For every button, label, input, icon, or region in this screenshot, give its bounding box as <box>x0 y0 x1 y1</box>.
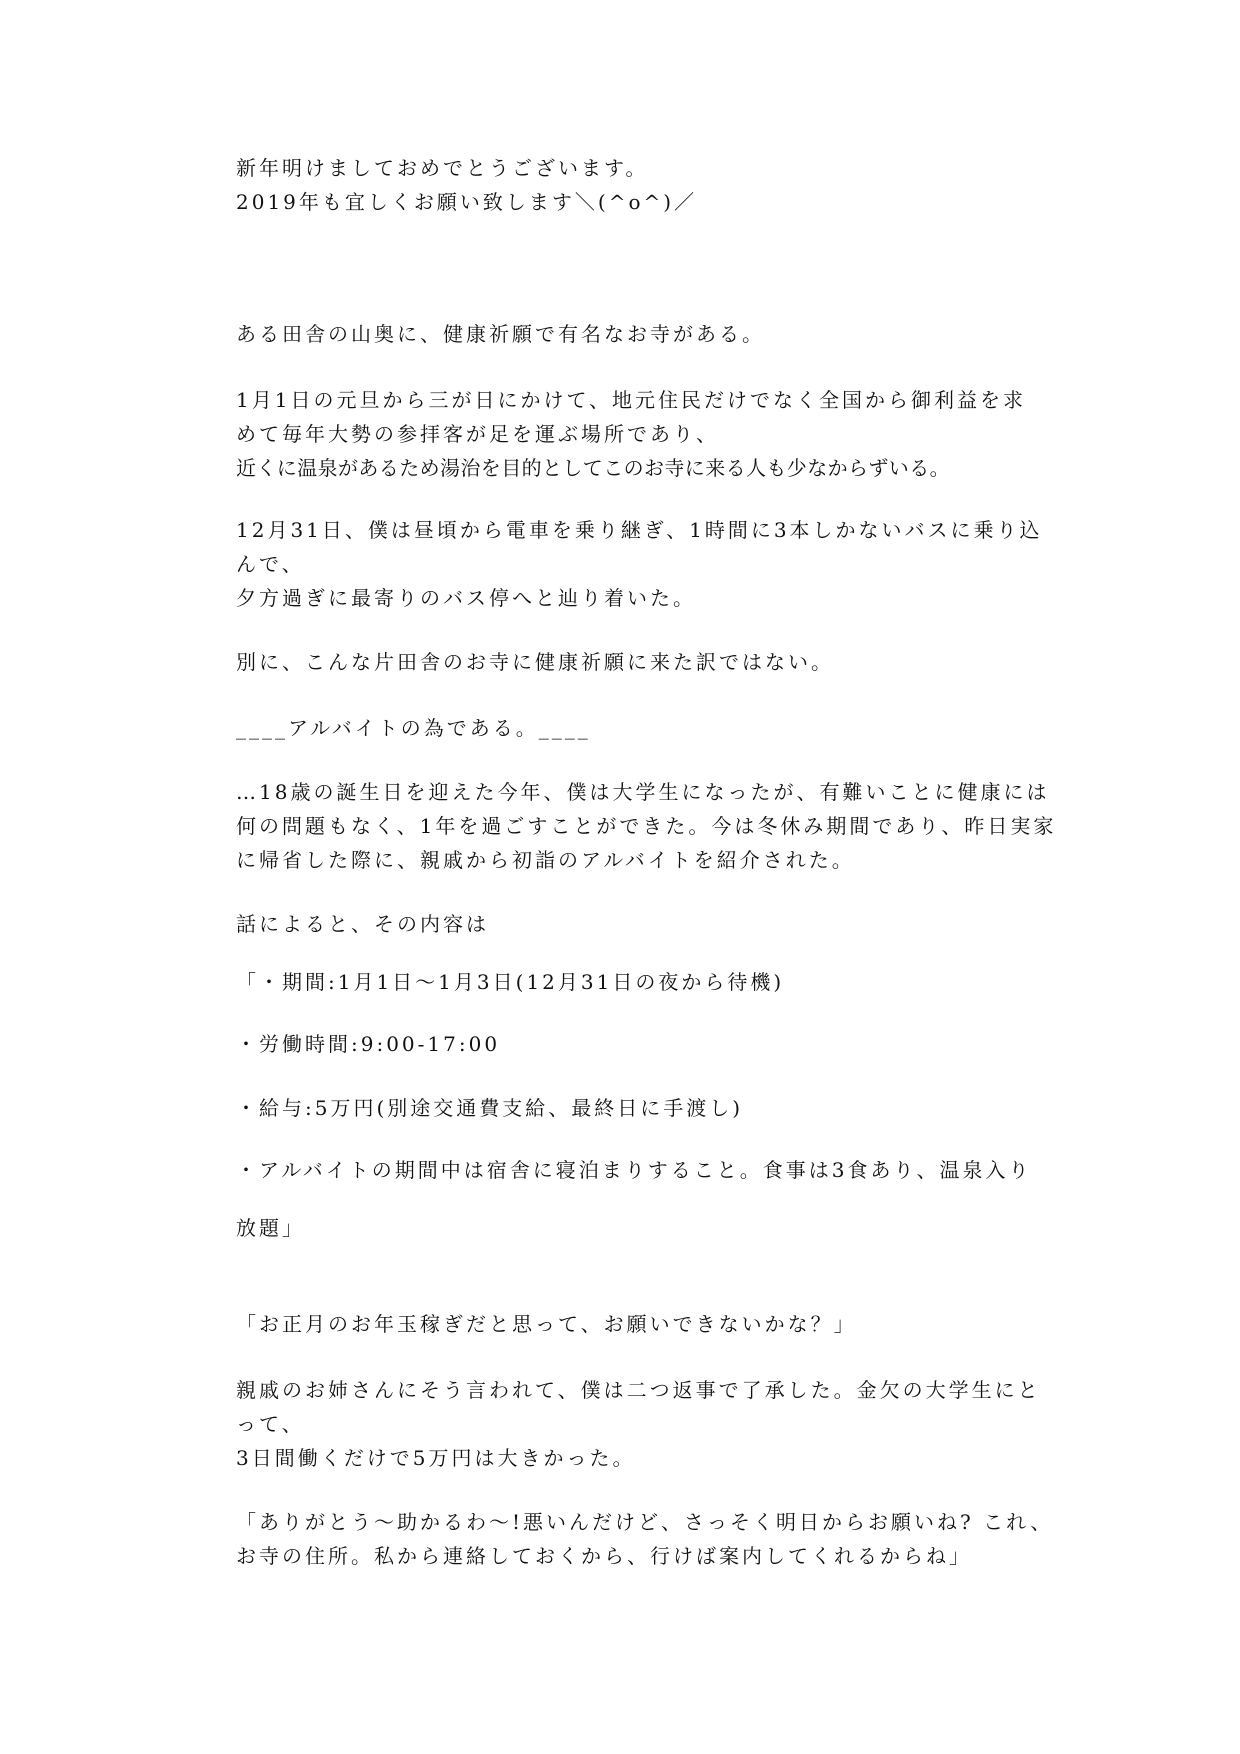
greeting-line: 2019年も宜しくお願い致します＼(^o^)／ <box>236 190 698 214</box>
paragraph-line: 夕方過ぎに最寄りのバス停へと辿り着いた。 <box>236 586 696 610</box>
paragraph-line: 別に、こんな片田舎のお寺に健康祈願に来た訳ではない。 <box>236 650 834 674</box>
paragraph-line: ある田舎の山奥に、健康祈願で有名なお寺がある。 <box>236 322 765 346</box>
paragraph-line: ____アルバイトの為である。____ <box>236 716 591 740</box>
list-item: ・アルバイトの期間中は宿舎に寝泊まりすること。食事は3食あり、温泉入り <box>236 1158 1032 1182</box>
dialogue-line: 「ありがとう〜助かるわ〜!悪いんだけど、さっそく明日からお願いね? これ、 <box>236 1510 1054 1534</box>
paragraph-line: 近くに温泉があるため湯治を目的としてこのお寺に来る人も少なからずいる。 <box>236 456 950 480</box>
list-item: 「・期間:1月1日〜1月3日(12月31日の夜から待機) <box>236 970 785 994</box>
list-item: ・労働時間:9:00-17:00 <box>236 1032 501 1056</box>
paragraph-line: めて毎年大勢の参拝客が足を運ぶ場所であり、 <box>236 422 719 446</box>
paragraph-line: …18歳の誕生日を迎えた今年、僕は大学生になったが、有難いことに健康には <box>236 780 1050 804</box>
paragraph-line: 1月1日の元旦から三が日にかけて、地元住民だけでなく全国から御利益を求 <box>236 388 1027 412</box>
paragraph-line: 話によると、その内容は <box>236 912 489 936</box>
paragraph-line: に帰省した際に、親戚から初詣のアルバイトを紹介された。 <box>236 848 855 872</box>
paragraph-line: 何の問題もなく、1年を過ごすことができた。今は冬休み期間であり、昨日実家 <box>236 814 1057 838</box>
list-item: 放題」 <box>236 1216 305 1240</box>
paragraph-line: 12月31日、僕は昼頃から電車を乗り継ぎ、1時間に3本しかないバスに乗り込 <box>236 518 1043 542</box>
dialogue-line: お寺の住所。私から連絡しておくから、行けば案内してくれるからね」 <box>236 1544 972 1568</box>
greeting-line: 新年明けましておめでとうございます。 <box>236 156 649 180</box>
paragraph-line: 3日間働くだけで5万円は大きかった。 <box>236 1446 636 1470</box>
dialogue-line: 「お正月のお年玉稼ぎだと思って、お願いできないかな？」 <box>236 1312 857 1336</box>
paragraph-line: 親戚のお姉さんにそう言われて、僕は二つ返事で了承した。金欠の大学生にと <box>236 1378 1041 1402</box>
paragraph-line: って、 <box>236 1412 305 1436</box>
paragraph-line: んで、 <box>236 552 305 576</box>
list-item: ・給与:5万円(別途交通費支給、最終日に手渡し) <box>236 1096 744 1120</box>
